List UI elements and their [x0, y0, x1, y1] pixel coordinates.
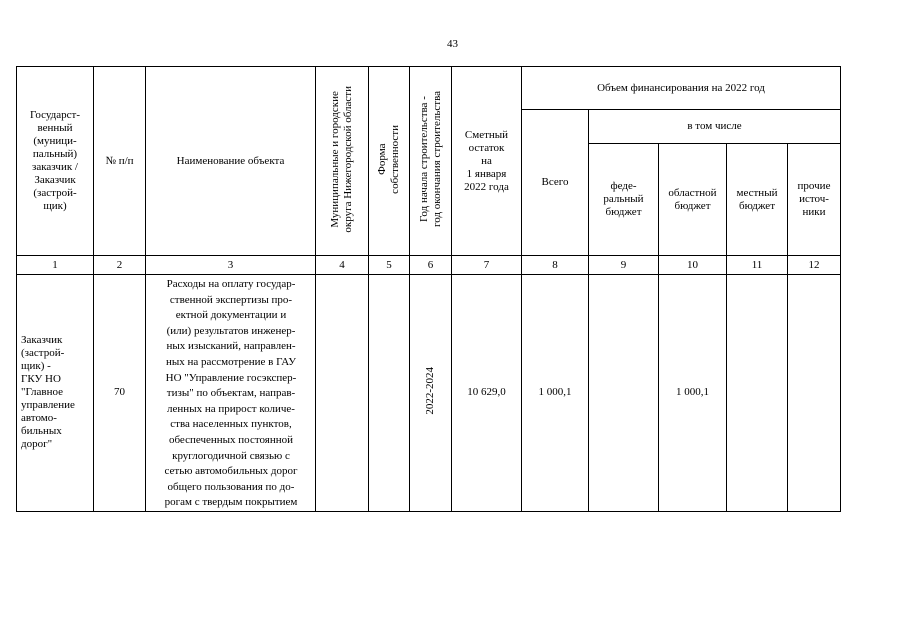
- header-regional-budget: областной бюджет: [659, 144, 727, 256]
- header-row-no: № п/п: [94, 67, 146, 256]
- row-estimated-balance: 10 629,0: [452, 275, 522, 512]
- header-local-budget: местный бюджет: [727, 144, 788, 256]
- row-years-cell: [410, 275, 452, 512]
- column-number: 2: [94, 256, 146, 275]
- header-total: Всего: [522, 110, 589, 256]
- header-estimated-balance: Сметный остаток на 1 января 2022 года: [452, 67, 522, 256]
- column-number: 10: [659, 256, 727, 275]
- header-customer: Государст- венный (муници- пальный) заказчик / Заказчик (застрой- щик): [17, 67, 94, 256]
- row-federal: [589, 275, 659, 512]
- header-ownership-form: Форма собственности: [376, 124, 401, 194]
- financing-table: [16, 66, 841, 512]
- column-number-row: [17, 256, 841, 275]
- header-other-sources: прочие источ- ники: [788, 144, 841, 256]
- row-object-name: Расходы на оплату государ- ственной экспертизы про- ектной документации и (или) результатов инженер- ных изысканий, направлен- ных на рассмотрение в ГАУ НО "Управление госэкспер- тизы" по объектам, направ- ленных на прирост количе- ства населенных пунктов, обеспеченных постоянной круглогодичной связью с сетью автомобильных дорог общего пользования по до- рогам с твердым покрытием: [146, 275, 316, 512]
- row-number: 70: [94, 275, 146, 512]
- column-number: 4: [316, 256, 369, 275]
- row-years: 2022-2024: [424, 367, 436, 415]
- row-ownership-form: [369, 275, 410, 512]
- header-federal-budget: феде- ральный бюджет: [589, 144, 659, 256]
- column-number: 1: [17, 256, 94, 275]
- column-number: 8: [522, 256, 589, 275]
- header-object-name: Наименование объекта: [146, 67, 316, 256]
- header-municipal-district-cell: [316, 67, 369, 256]
- row-local: [727, 275, 788, 512]
- row-other: [788, 275, 841, 512]
- header-construction-years: Год начала строительства - год окончания строительства: [417, 91, 443, 227]
- row-regional: 1 000,1: [659, 275, 727, 512]
- page-number: 43: [447, 38, 458, 50]
- header-including: в том числе: [589, 110, 841, 144]
- column-number: 6: [410, 256, 452, 275]
- header-ownership-form-cell: [369, 67, 410, 256]
- table-row: [17, 275, 841, 512]
- row-customer: Заказчик (застрой- щик) - ГКУ НО "Главное управление автомо- бильных дорог": [17, 275, 94, 512]
- row-total: 1 000,1: [522, 275, 589, 512]
- column-number: 3: [146, 256, 316, 275]
- row-municipal-district: [316, 275, 369, 512]
- column-number: 11: [727, 256, 788, 275]
- header-financing-volume: Объем финансирования на 2022 год: [522, 67, 841, 110]
- column-number: 9: [589, 256, 659, 275]
- column-number: 12: [788, 256, 841, 275]
- header-municipal-district: Муниципальные и городские округа Нижегородской области: [329, 85, 354, 233]
- column-number: 5: [369, 256, 410, 275]
- header-construction-years-cell: [410, 67, 452, 256]
- column-number: 7: [452, 256, 522, 275]
